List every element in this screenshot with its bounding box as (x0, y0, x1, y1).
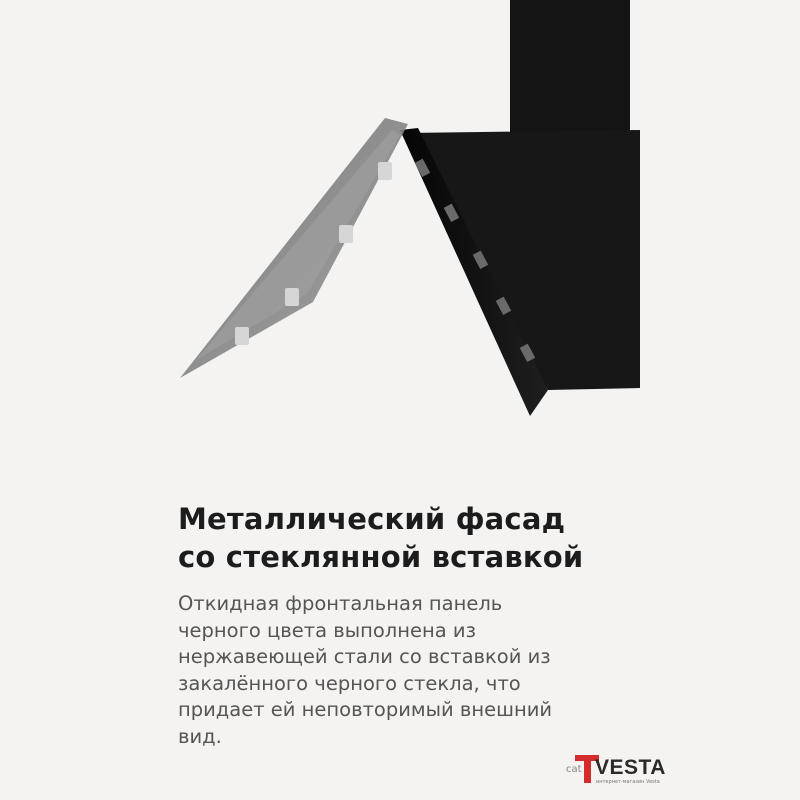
watermark-brand: VESTA (595, 756, 666, 779)
vesta-watermark (560, 752, 680, 788)
headline-line-1: Металлический фасад (178, 502, 566, 536)
headline-line-2: со стеклянной вставкой (178, 540, 584, 574)
watermark-prefix: cat (566, 764, 582, 775)
open-panel-ghost-inner (196, 130, 400, 360)
description-line: придает ей неповторимый внешний (178, 698, 553, 721)
headline (178, 500, 583, 576)
description (178, 591, 552, 750)
watermark-tagline: интернет-магазин Vesta (596, 779, 660, 785)
description-line: черного цвета выполнена из (178, 618, 476, 642)
description-line: вид. (178, 724, 222, 748)
description-line: закалённого черного стекла, что (178, 671, 521, 695)
description-line: нержавеющей стали со вставкой из (178, 645, 551, 668)
hood-chimney (510, 0, 630, 136)
description-line: Откидная фронтальная панель (178, 592, 503, 615)
